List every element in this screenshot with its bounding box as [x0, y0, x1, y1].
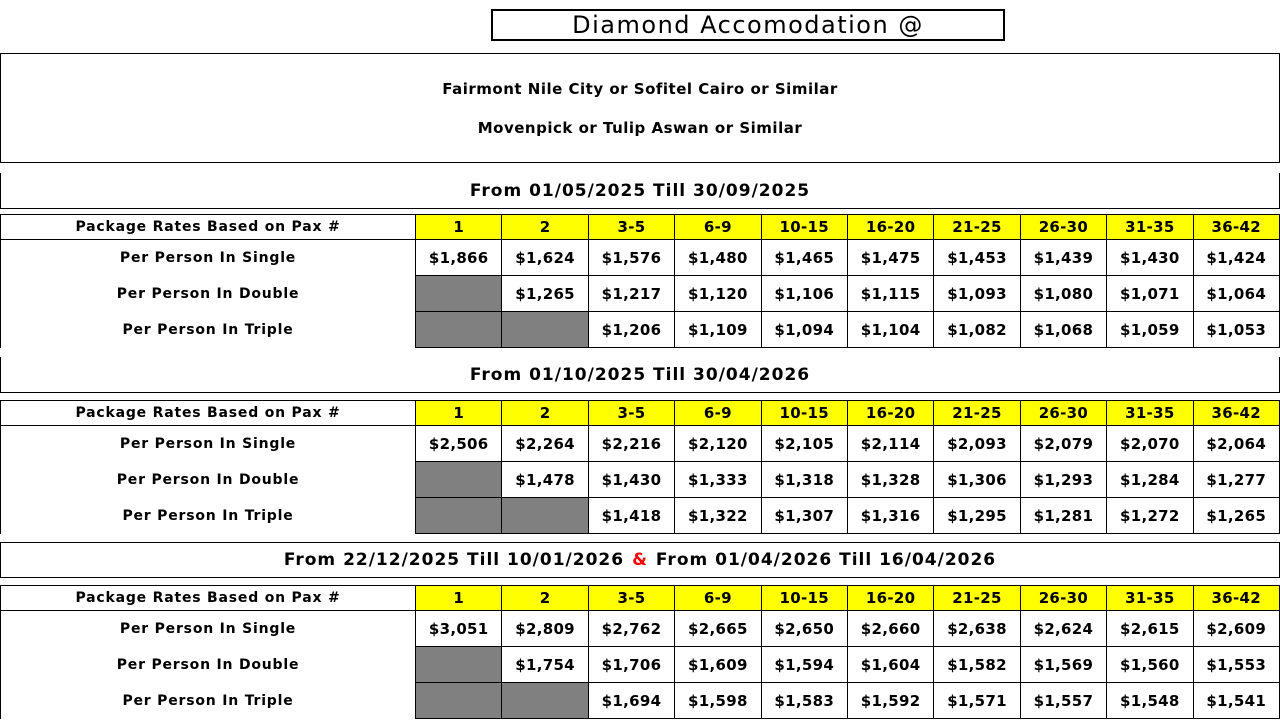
- rate-cell: $1,316: [847, 498, 933, 534]
- pax-header-label: Package Rates Based on Pax #: [1, 215, 416, 240]
- rate-cell: $1,295: [934, 498, 1020, 534]
- rate-cell: $2,070: [1107, 426, 1193, 462]
- pax-group-header: 26-30: [1020, 215, 1106, 240]
- rate-cell: $2,506: [416, 426, 502, 462]
- rate-cell: $1,453: [934, 240, 1020, 276]
- not-available-cell: [416, 647, 502, 683]
- rate-cell: $1,475: [847, 240, 933, 276]
- pax-group-header: 31-35: [1107, 586, 1193, 611]
- pax-group-header: 26-30: [1020, 401, 1106, 426]
- room-type-label: Per Person In Double: [1, 647, 416, 683]
- pax-header-label: Package Rates Based on Pax #: [1, 586, 416, 611]
- pax-group-header: 16-20: [847, 401, 933, 426]
- rate-cell: $2,064: [1193, 426, 1279, 462]
- rate-cell: $2,120: [675, 426, 761, 462]
- pax-group-header: 1: [416, 401, 502, 426]
- period-2-title: From 01/10/2025 Till 30/04/2026: [0, 357, 1280, 393]
- rate-cell: $2,609: [1193, 611, 1279, 647]
- rate-cell: $1,569: [1020, 647, 1106, 683]
- rate-cell: $1,265: [502, 276, 588, 312]
- room-type-label: Per Person In Single: [1, 426, 416, 462]
- rate-row: [1, 426, 1280, 462]
- not-available-cell: [416, 462, 502, 498]
- rate-row: [1, 683, 1280, 719]
- rate-cell: $1,598: [675, 683, 761, 719]
- not-available-cell: [416, 498, 502, 534]
- pax-header-label: Package Rates Based on Pax #: [1, 401, 416, 426]
- rate-cell: $1,277: [1193, 462, 1279, 498]
- rate-cell: $1,265: [1193, 498, 1279, 534]
- pax-group-header: 31-35: [1107, 215, 1193, 240]
- hotel-cairo: Fairmont Nile City or Sofitel Cairo or Similar: [442, 80, 838, 98]
- pax-group-header: 3-5: [588, 401, 674, 426]
- rate-cell: $2,809: [502, 611, 588, 647]
- rate-cell: $1,541: [1193, 683, 1279, 719]
- pax-group-header: 21-25: [934, 586, 1020, 611]
- rate-cell: $1,548: [1107, 683, 1193, 719]
- rate-cell: $1,694: [588, 683, 674, 719]
- room-type-label: Per Person In Single: [1, 240, 416, 276]
- rate-cell: $1,307: [761, 498, 847, 534]
- rate-cell: $1,866: [416, 240, 502, 276]
- rate-cell: $1,217: [588, 276, 674, 312]
- rate-cell: $1,115: [847, 276, 933, 312]
- pax-group-header: 36-42: [1193, 586, 1279, 611]
- rate-cell: $2,264: [502, 426, 588, 462]
- pax-header-row: [1, 215, 1280, 240]
- not-available-cell: [502, 498, 588, 534]
- rates-table-period-2: [0, 400, 1280, 534]
- rate-cell: $1,284: [1107, 462, 1193, 498]
- not-available-cell: [416, 683, 502, 719]
- pax-group-header: 1: [416, 586, 502, 611]
- rate-cell: $1,281: [1020, 498, 1106, 534]
- rate-row: [1, 498, 1280, 534]
- pax-group-header: 21-25: [934, 215, 1020, 240]
- hotel-aswan: Movenpick or Tulip Aswan or Similar: [477, 119, 803, 137]
- pax-group-header: 6-9: [675, 215, 761, 240]
- rate-cell: $1,272: [1107, 498, 1193, 534]
- rate-cell: $1,560: [1107, 647, 1193, 683]
- rate-cell: $1,104: [847, 312, 933, 348]
- rate-cell: $1,592: [847, 683, 933, 719]
- rate-cell: $1,754: [502, 647, 588, 683]
- pax-group-header: 16-20: [847, 215, 933, 240]
- rate-cell: $1,293: [1020, 462, 1106, 498]
- not-available-cell: [502, 683, 588, 719]
- rate-row: [1, 647, 1280, 683]
- room-type-label: Per Person In Triple: [1, 312, 416, 348]
- rate-cell: $1,068: [1020, 312, 1106, 348]
- rate-cell: $2,660: [847, 611, 933, 647]
- rate-cell: $1,322: [675, 498, 761, 534]
- rate-cell: $1,604: [847, 647, 933, 683]
- rate-cell: $1,576: [588, 240, 674, 276]
- rate-cell: $3,051: [416, 611, 502, 647]
- rate-cell: $1,480: [675, 240, 761, 276]
- rate-cell: $1,478: [502, 462, 588, 498]
- rate-cell: $1,465: [761, 240, 847, 276]
- rate-row: [1, 276, 1280, 312]
- rate-cell: $1,094: [761, 312, 847, 348]
- pax-group-header: 10-15: [761, 215, 847, 240]
- rate-cell: $1,439: [1020, 240, 1106, 276]
- rate-cell: $1,328: [847, 462, 933, 498]
- rate-cell: $1,059: [1107, 312, 1193, 348]
- pax-group-header: 2: [502, 401, 588, 426]
- pax-group-header: 31-35: [1107, 401, 1193, 426]
- room-type-label: Per Person In Double: [1, 462, 416, 498]
- rate-row: [1, 312, 1280, 348]
- rate-cell: $2,650: [761, 611, 847, 647]
- rate-cell: $1,430: [1107, 240, 1193, 276]
- rate-cell: $1,318: [761, 462, 847, 498]
- rate-row: [1, 462, 1280, 498]
- rate-cell: $1,093: [934, 276, 1020, 312]
- not-available-cell: [416, 276, 502, 312]
- rate-cell: $1,106: [761, 276, 847, 312]
- rate-cell: $1,583: [761, 683, 847, 719]
- rate-cell: $2,216: [588, 426, 674, 462]
- rate-cell: $1,706: [588, 647, 674, 683]
- pax-header-row: [1, 401, 1280, 426]
- rate-cell: $2,079: [1020, 426, 1106, 462]
- pax-group-header: 10-15: [761, 586, 847, 611]
- period-1-title: From 01/05/2025 Till 30/09/2025: [0, 173, 1280, 209]
- rate-cell: $1,624: [502, 240, 588, 276]
- rate-cell: $1,594: [761, 647, 847, 683]
- rates-table-period-3: [0, 585, 1280, 719]
- period-3-range-2: From 01/04/2026 Till 16/04/2026: [655, 550, 997, 570]
- page-title: Diamond Accomodation @: [491, 9, 1005, 41]
- pax-group-header: 21-25: [934, 401, 1020, 426]
- pax-group-header: 2: [502, 586, 588, 611]
- pax-group-header: 36-42: [1193, 215, 1279, 240]
- pax-header-row: [1, 586, 1280, 611]
- rate-cell: $1,206: [588, 312, 674, 348]
- rate-cell: $1,064: [1193, 276, 1279, 312]
- rate-cell: $1,080: [1020, 276, 1106, 312]
- rate-cell: $1,557: [1020, 683, 1106, 719]
- rate-cell: $1,109: [675, 312, 761, 348]
- room-type-label: Per Person In Triple: [1, 683, 416, 719]
- pax-group-header: 2: [502, 215, 588, 240]
- rate-cell: $1,418: [588, 498, 674, 534]
- rate-cell: $1,306: [934, 462, 1020, 498]
- pax-group-header: 3-5: [588, 586, 674, 611]
- room-type-label: Per Person In Single: [1, 611, 416, 647]
- pax-group-header: 6-9: [675, 586, 761, 611]
- pax-group-header: 16-20: [847, 586, 933, 611]
- not-available-cell: [502, 312, 588, 348]
- rate-row: [1, 611, 1280, 647]
- rate-row: [1, 240, 1280, 276]
- rate-cell: $2,624: [1020, 611, 1106, 647]
- rate-cell: $1,333: [675, 462, 761, 498]
- rate-cell: $2,093: [934, 426, 1020, 462]
- rate-cell: $2,762: [588, 611, 674, 647]
- rate-cell: $1,120: [675, 276, 761, 312]
- pax-group-header: 10-15: [761, 401, 847, 426]
- rate-cell: $1,053: [1193, 312, 1279, 348]
- pax-group-header: 26-30: [1020, 586, 1106, 611]
- rate-cell: $1,582: [934, 647, 1020, 683]
- rate-cell: $2,105: [761, 426, 847, 462]
- room-type-label: Per Person In Triple: [1, 498, 416, 534]
- rate-cell: $1,430: [588, 462, 674, 498]
- pax-group-header: 6-9: [675, 401, 761, 426]
- pax-group-header: 3-5: [588, 215, 674, 240]
- rate-cell: $1,609: [675, 647, 761, 683]
- hotels-box: [0, 53, 1280, 163]
- pax-group-header: 1: [416, 215, 502, 240]
- rate-cell: $1,424: [1193, 240, 1279, 276]
- room-type-label: Per Person In Double: [1, 276, 416, 312]
- rate-cell: $1,571: [934, 683, 1020, 719]
- rate-cell: $1,553: [1193, 647, 1279, 683]
- period-3-ampersand: &: [632, 550, 648, 570]
- rate-cell: $1,071: [1107, 276, 1193, 312]
- rate-cell: $1,082: [934, 312, 1020, 348]
- rate-cell: $2,615: [1107, 611, 1193, 647]
- rate-cell: $2,114: [847, 426, 933, 462]
- rate-cell: $2,665: [675, 611, 761, 647]
- rate-cell: $2,638: [934, 611, 1020, 647]
- rates-table-period-1: [0, 214, 1280, 348]
- period-3-title: [0, 542, 1280, 578]
- pax-group-header: 36-42: [1193, 401, 1279, 426]
- period-3-range-1: From 22/12/2025 Till 10/01/2026: [283, 550, 625, 570]
- not-available-cell: [416, 312, 502, 348]
